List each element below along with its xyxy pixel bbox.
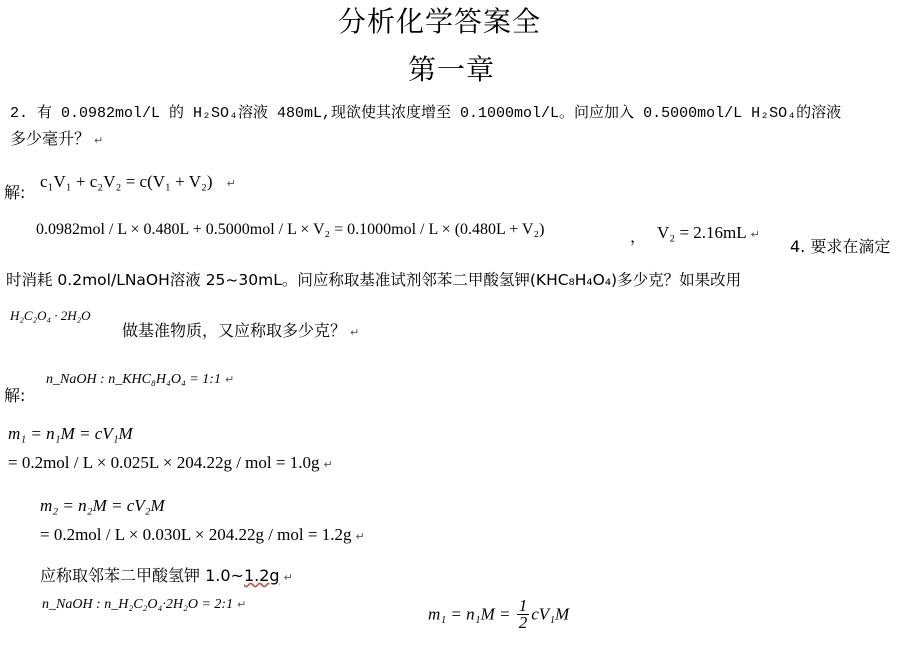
paragraph-mark: ↵ (750, 228, 760, 241)
mole-ratio-oxalic (42, 597, 246, 613)
calc-text: = 0.2mol / L × 0.025L × 204.22g / mol = 1.0g (8, 453, 320, 472)
m2-equation: m₂ = n₂M = cV₂M (40, 496, 165, 515)
paragraph-mark: ↵ (237, 598, 247, 611)
conclusion-line (40, 563, 293, 586)
calc-text: = 0.2mol / L × 0.030L × 204.22g / mol = 1.2g (40, 525, 352, 544)
fraction-one-half (517, 598, 530, 631)
conclusion-text: 应称取邻苯二甲酸氢钾 1.0~ (40, 566, 244, 585)
question-2-line-1: 2. 有 0.0982mol/L 的 H₂SO₄溶液 480mL,现欲使其浓度增至 0.1000mol/L。问应加入 0.5000mol/L H₂SO₄的溶液 (10, 105, 842, 122)
m1-half-equation (428, 598, 569, 631)
m2-calculation (40, 525, 365, 545)
question-4-start: 4. 要求在滴定 (790, 237, 891, 256)
chapter-heading: 第一章 (408, 53, 496, 86)
equation-left: m₁ = n₁M = (428, 604, 515, 624)
oxalic-acid-formula: H₂C₂O₄ · 2H₂O (10, 308, 91, 323)
equation-text: c₁V₁ + c₂V₂ = c(V₁ + V₂) (40, 172, 213, 191)
question-4-line-2: 时消耗 0.2mol/LNaOH溶液 25~30mL。问应称取基准试剂邻苯二甲酸氢钾(KHC₈H₄O₄)多少克？如果改用 (6, 271, 742, 289)
fraction-numerator: 1 (518, 596, 528, 615)
paragraph-mark: ↵ (323, 458, 333, 471)
substituted-equation: 0.0982mol / L × 0.480L + 0.5000mol / L × V₂ = 0.1000mol / L × (0.480L + V₂) (36, 221, 545, 238)
spellcheck-underlined-value: 1.2g (243, 566, 280, 585)
mole-ratio-khp (46, 372, 234, 388)
dilution-equation (40, 172, 236, 192)
paragraph-mark: ↵ (94, 134, 104, 147)
question-4-line-3 (122, 318, 359, 341)
paragraph-mark: ↵ (355, 530, 365, 543)
result-v2 (657, 223, 760, 243)
question-4-text: 做基准物质，又应称取多少克？ (122, 321, 347, 340)
paragraph-mark: ↵ (350, 326, 360, 339)
question-2-line-2 (10, 126, 103, 149)
ratio-text: n_NaOH : n_H₂C₂O₄·2H₂O = 2:1 (42, 597, 234, 612)
solution-2-label: 解: (4, 386, 26, 405)
paragraph-mark: ↵ (224, 373, 235, 386)
m1-calculation (8, 453, 333, 473)
solution-1-label: 解: (4, 183, 26, 202)
equation-right: cV₁M (531, 604, 570, 624)
paragraph-mark: ↵ (226, 177, 236, 190)
result-text: V₂ = 2.16mL (657, 223, 747, 242)
paragraph-mark: ↵ (283, 571, 293, 584)
comma: ， (630, 227, 647, 246)
m1-equation: m₁ = n₁M = cV₁M (8, 424, 133, 443)
ratio-text: n_NaOH : n_KHC₈H₄O₄ = 1:1 (46, 372, 221, 387)
document-title: 分析化学答案全 (338, 5, 542, 38)
question-2-text: 多少毫升？ (10, 129, 91, 148)
fraction-denominator: 2 (518, 613, 528, 632)
